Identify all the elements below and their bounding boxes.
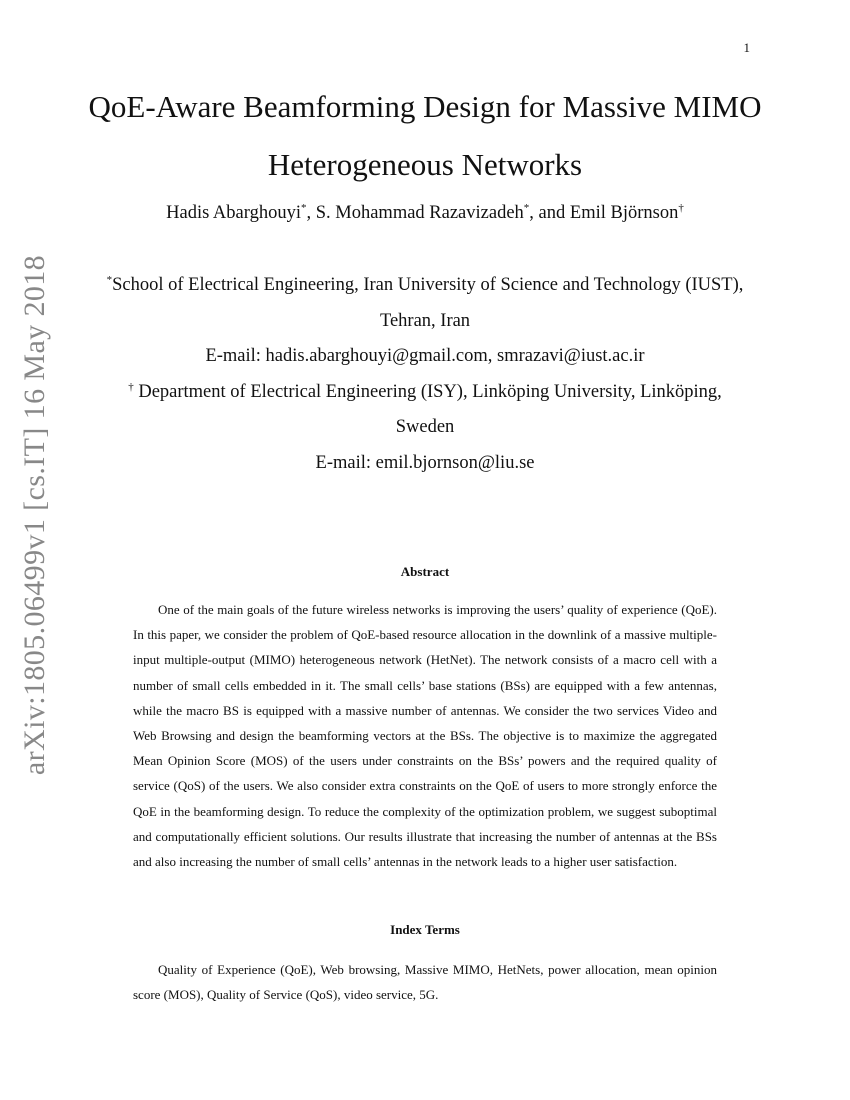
arxiv-stamp-text: arXiv:1805.06499v1 [cs.IT] 16 May 2018: [18, 254, 51, 776]
author-name: Hadis Abarghouyi: [166, 203, 301, 223]
author-name: S. Mohammad Razavizadeh: [315, 203, 524, 223]
affiliation-1-email: E-mail: hadis.abarghouyi@gmail.com, smrazavi@iust.ac.ir: [205, 346, 645, 366]
paper-title: QoE-Aware Beamforming Design for Massive MIMO Heterogeneous Networks: [88, 89, 762, 182]
affiliation-text: School of Electrical Engineering, Iran University of Science and Technology (IUST), Tehran, Iran: [112, 275, 744, 331]
abstract-body: One of the main goals of the future wireless networks is improving the users’ quality of experience (QoE). In this paper, we consider the problem of QoE-based resource allocation in the downlink of a massive multiple-input multiple-output (MIMO) heterogeneous network (HetNet). The network consists of a macro cell with a number of small cells embedded in it. The small cells’ base stations (BSs) are equipped with a few antennas, while the macro BS is equipped with a massive number of antennas. We consider the two services Video and Web Browsing and design the beamforming vectors at the BSs. The objective is to maximize the aggregated Mean Opinion Score (MOS) of the users under constraints on the BSs’ powers and the required quality of service (QoS) of the users. We also consider extra constraints on the QoE of users to more strongly enforce the QoE in the beamforming design. To reduce the complexity of the optimization problem, we suggest suboptimal and computationally efficient solutions. Our results illustrate that increasing the number of antennas at the BSs and also increasing the number of small cells’ antennas in the network leads to a higher user satisfaction.: [133, 602, 717, 870]
author-separator: , and: [529, 203, 570, 223]
affiliation-1: [100, 268, 750, 339]
page-number: 1: [743, 40, 750, 55]
abstract-heading: Abstract: [400, 564, 450, 579]
index-terms-body: Quality of Experience (QoE), Web browsing, Massive MIMO, HetNets, power allocation, mean opinion score (MOS), Quality of Service (QoS), video service, 5G.: [133, 962, 717, 1003]
arxiv-stamp: [10, 254, 60, 776]
author-name: Emil Björnson: [569, 203, 679, 223]
affiliation-mark: †: [128, 380, 134, 393]
index-terms-heading: Index Terms: [390, 922, 460, 937]
affiliation-mark: *: [106, 273, 113, 286]
author-separator: ,: [306, 203, 316, 223]
affiliation-mark: †: [678, 201, 684, 214]
affiliations-block: [100, 268, 750, 481]
author-list: [0, 198, 850, 228]
affiliation-mark: *: [300, 201, 307, 214]
affiliation-2-email: E-mail: emil.bjornson@liu.se: [315, 452, 535, 473]
affiliation-2: [100, 375, 750, 446]
affiliation-mark: *: [523, 201, 530, 214]
affiliation-text: Department of Electrical Engineering (ISY), Linköping University, Linköping, Sweden: [133, 381, 722, 437]
